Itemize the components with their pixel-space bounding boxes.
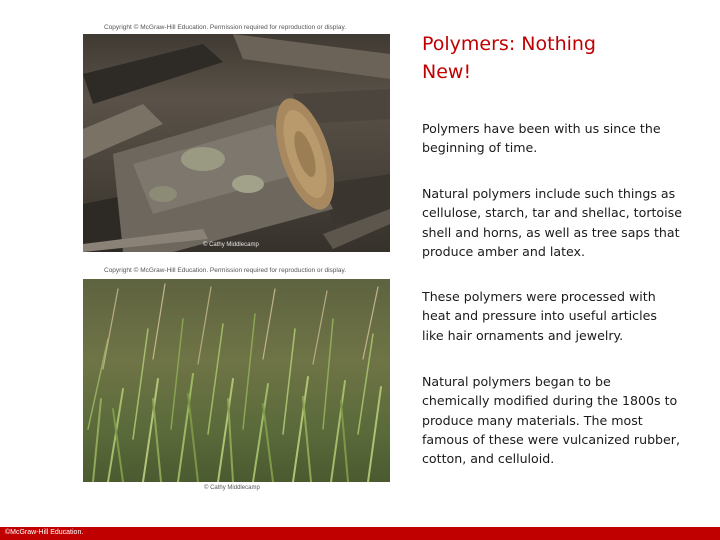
paragraph-modification: Natural polymers began to be chemically modified during the 1800s to produce many materials. The most famous of these were vulcanized rubber, cotton, and celluloid. [422, 374, 680, 467]
logs-photo-credit: © Cathy Middlecamp [203, 242, 259, 248]
grass-photo [83, 279, 390, 482]
paragraph-history: Polymers have been with us since the beginning of time. [422, 121, 661, 156]
paragraph-natural-polymers: Natural polymers include such things as cellulose, starch, tar and shellac, tortoise shell and horns, as well as tree saps that produce amber and latex. [422, 186, 682, 259]
footer-copyright: ©McGraw-Hill Education. [5, 529, 84, 536]
grass-photo-credit: © Cathy Middlecamp [204, 485, 260, 491]
logs-copyright-notice: Copyright © McGraw-Hill Education. Permission required for reproduction or display. [104, 24, 347, 31]
logs-photo [83, 34, 390, 252]
slide-title: Polymers: Nothing New! [422, 33, 596, 83]
logs-illustration [83, 34, 390, 252]
paragraph-processing: These polymers were processed with heat and pressure into useful articles like hair ornaments and jewelry. [422, 289, 657, 343]
footer-bar [0, 527, 720, 540]
grass-copyright-notice: Copyright © McGraw-Hill Education. Permission required for reproduction or display. [104, 267, 347, 274]
text-column [422, 30, 692, 467]
grass-illustration [83, 279, 390, 482]
